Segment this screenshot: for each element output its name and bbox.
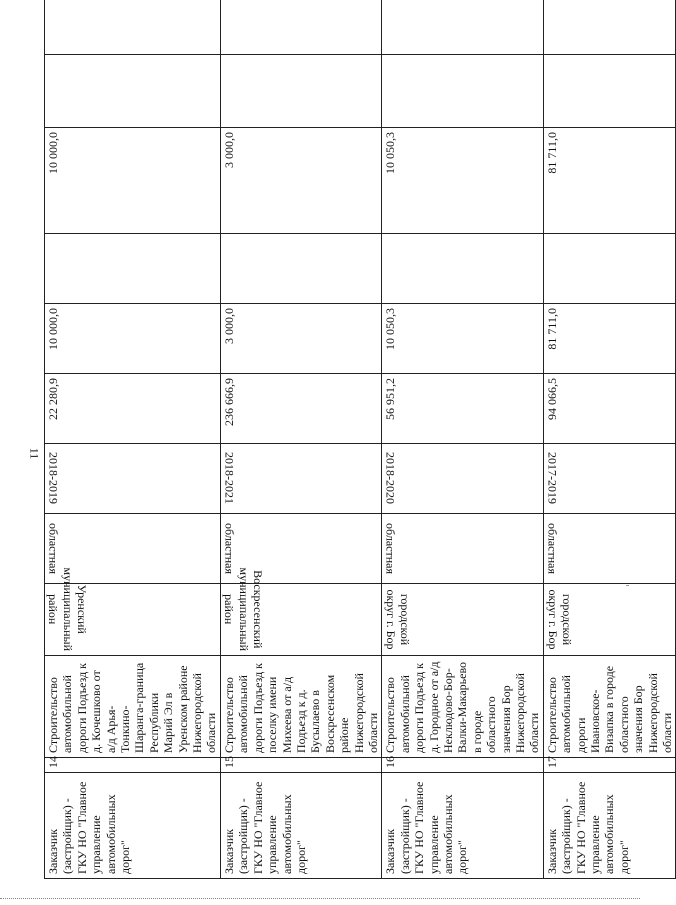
cell-customer	[543, 773, 676, 879]
cell-federal	[382, 234, 543, 304]
cell-text: областная	[545, 523, 560, 574]
cell-estimated-cost	[45, 374, 221, 444]
cell-federal	[45, 234, 221, 304]
rotated-table-container	[44, 2, 675, 879]
cell-text: Заказчик (застройщик) - ГКУ НО "Главное управление автомобильных дорог"	[46, 781, 133, 874]
table-row	[382, 0, 543, 879]
cell-municipality	[45, 567, 221, 656]
cell-text: 17	[544, 756, 559, 768]
cell-text: 94 066,5	[544, 378, 559, 420]
cell-ownership	[382, 514, 543, 584]
cell-text: Уренский муниципальный район	[46, 567, 90, 652]
cell-text: 81 711,0	[544, 132, 559, 174]
cell-text: 3 000,0	[221, 132, 236, 168]
cell-object	[45, 656, 221, 758]
cell-text: городской округ г. Бор	[545, 589, 574, 650]
cell-customer	[220, 773, 381, 879]
cell-c2	[382, 0, 543, 55]
cell-customer	[45, 773, 221, 879]
cell-municipality	[220, 567, 381, 656]
cell-text: 10 050,3	[383, 132, 398, 174]
cell-municipality	[543, 584, 676, 656]
cell-municipality	[382, 584, 543, 656]
cell-c1	[45, 55, 221, 128]
cell-text: 56 951,2	[383, 378, 398, 420]
bottom-edge	[0, 898, 640, 900]
cell-text: 10 000,0	[46, 132, 60, 174]
cell-text: 10 050,3	[383, 308, 398, 350]
cell-text: 81 711,0	[544, 308, 559, 350]
cell-c2	[543, 0, 676, 55]
cell-text: 22 280,9	[46, 378, 60, 420]
cell-federal	[220, 234, 381, 304]
cell-text: городской округ г. Бор	[383, 589, 413, 650]
cell-c2	[220, 0, 381, 55]
cell-estimated-cost	[382, 374, 543, 444]
cell-text: Заказчик (застройщик) - ГКУ НО "Главное управление автомобильных дорог"	[221, 781, 308, 874]
cell-text: Заказчик (застройщик) - ГКУ НО "Главное управление автомобильных дорог"	[383, 781, 470, 874]
cell-federal	[543, 234, 676, 304]
cell-c1	[220, 55, 381, 128]
cell-text: областная	[46, 523, 61, 574]
table-row	[45, 0, 221, 879]
cell-c1	[543, 55, 676, 128]
cell-estimated-cost	[220, 374, 381, 444]
cell-object	[382, 656, 543, 758]
cell-object	[220, 656, 381, 758]
cell-estimated-cost	[543, 374, 676, 444]
cell-text: 14	[46, 756, 60, 768]
cell-text: 2018-2021	[222, 452, 237, 505]
cell-c1	[382, 55, 543, 128]
cell-regional	[382, 128, 543, 234]
page-number: 11	[27, 447, 42, 460]
cell-ownership	[543, 514, 676, 584]
cell-text: Строительство автомобильной дороги Подъезд к поселку имени Михеева от а/д Подъезд к д. Бусылаево в Воскресенском районе Нижегородской области	[221, 662, 380, 753]
cell-customer	[382, 773, 543, 879]
cell-period	[382, 444, 543, 514]
cell-total	[543, 304, 676, 374]
margin-mark	[626, 585, 629, 586]
cell-total	[220, 304, 381, 374]
cell-regional	[220, 128, 381, 234]
cell-text: Заказчик (застройщик) - ГКУ НО "Главное управление автомобильных дорог"	[544, 781, 631, 874]
cell-text: 2017-2019	[545, 452, 560, 505]
cell-text: областная	[383, 523, 398, 574]
cell-total	[45, 304, 221, 374]
cell-text: 10 000,0	[46, 308, 60, 350]
cell-c2	[45, 0, 221, 55]
object-table	[44, 0, 676, 879]
cell-text: Воскресенский муниципальный район	[222, 567, 266, 652]
cell-text: Строительство автомобильной дороги Подъезд к д. Кочешково от а/д Арья-Тонкино-Шаранга-граница Республики Марий Эл в Уренском районе Нижегородской области	[46, 662, 219, 753]
cell-text: 236 666,9	[221, 378, 236, 426]
cell-text: 16	[383, 756, 398, 768]
cell-text: 2018-2020	[383, 452, 398, 505]
cell-text: 15	[221, 756, 236, 768]
cell-text: Строительство автомобильной дороги Подъезд к д. Городное от а/д Неклюдово-Бор-Валки-Макарьево в городе областного значения Бор Нижегородской области	[383, 661, 542, 753]
cell-total	[382, 304, 543, 374]
table-row	[220, 0, 381, 879]
cell-object	[543, 656, 676, 758]
cell-period	[220, 444, 381, 514]
cell-text: Строительство автомобильной дороги Ивановское-Визапка в городе областного значения Бор Нижегородской области	[544, 665, 675, 753]
cell-no	[543, 758, 676, 773]
cell-no	[382, 758, 543, 773]
cell-text: 3 000,0	[221, 308, 236, 344]
cell-text: областная	[222, 523, 237, 574]
cell-period	[543, 444, 676, 514]
cell-regional	[543, 128, 676, 234]
cell-period	[45, 444, 221, 514]
table-row	[543, 0, 676, 879]
cell-no	[220, 758, 381, 773]
cell-no	[45, 758, 221, 773]
cell-text: 2018-2019	[46, 452, 61, 505]
cell-regional	[45, 128, 221, 234]
